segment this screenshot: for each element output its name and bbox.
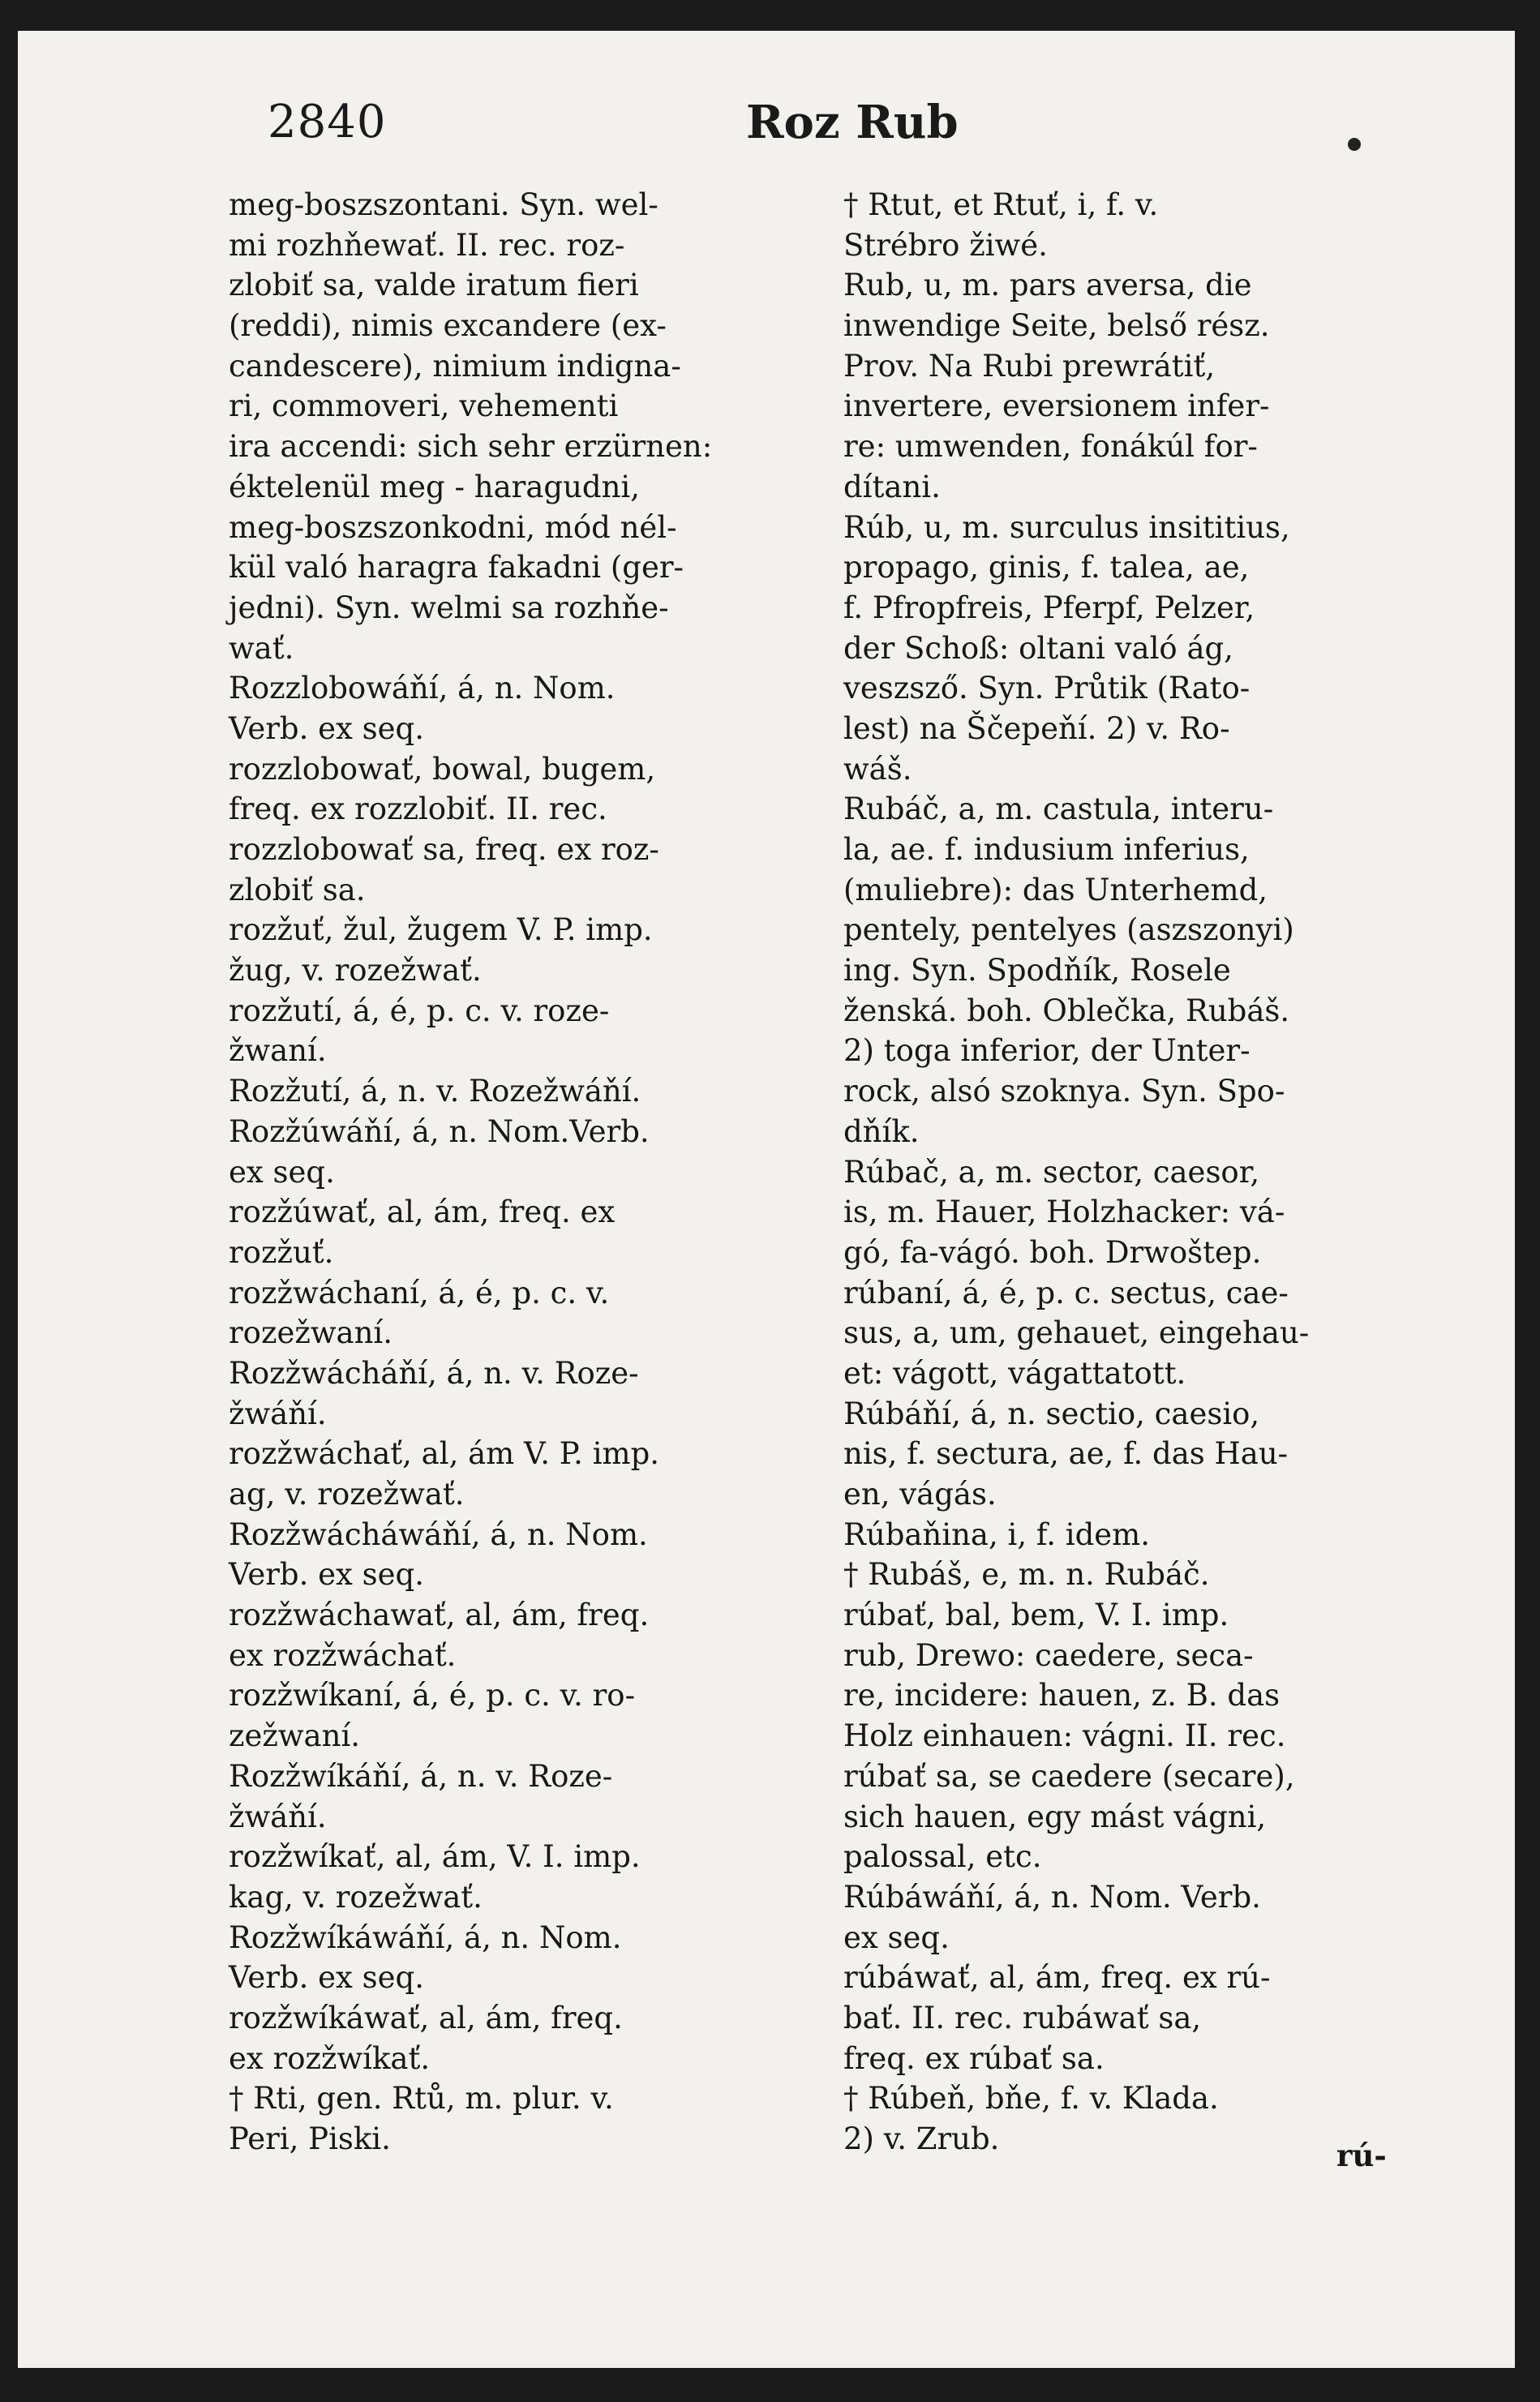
dictionary-line: † Rti, gen. Rtů, m. plur. v.: [229, 2081, 614, 2117]
dictionary-line: Prov. Na Rubi prewrátiť,: [843, 348, 1216, 384]
scan-border-top: [0, 0, 1540, 31]
dictionary-line: candescere), nimium indigna-: [229, 348, 681, 384]
dictionary-line: ex rozžwíkať.: [229, 2040, 431, 2076]
dictionary-line: Rúbáwáňí, á, n. Nom. Verb.: [843, 1879, 1261, 1915]
dictionary-line: rúbať sa, se caedere (secare),: [843, 1758, 1295, 1794]
dictionary-line: ex seq.: [229, 1154, 335, 1190]
dictionary-line: en, vágás.: [843, 1477, 997, 1512]
dictionary-line: Rozžwácháwáňí, á, n. Nom.: [229, 1516, 648, 1552]
dictionary-line: rozžuť.: [229, 1234, 334, 1270]
dictionary-line: la, ae. f. indusium inferius,: [843, 832, 1250, 867]
dictionary-line: Rúbáňí, á, n. sectio, caesio,: [843, 1396, 1260, 1431]
scan-border-left: [0, 0, 18, 2402]
dictionary-line: et: vágott, vágattatott.: [843, 1355, 1186, 1391]
dictionary-line: jedni). Syn. welmi sa rozhňe-: [229, 590, 669, 625]
dictionary-line: bať. II. rec. rubáwať sa,: [843, 2000, 1202, 2035]
dictionary-line: freq. ex rúbať sa.: [843, 2040, 1105, 2076]
dictionary-line: ex seq.: [843, 1919, 950, 1955]
dictionary-line: ira accendi: sich sehr erzürnen:: [229, 429, 713, 465]
dictionary-line: Rozzlobowáňí, á, n. Nom.: [229, 671, 616, 706]
dictionary-line: žug, v. rozežwať.: [229, 953, 482, 989]
dictionary-line: † Rubáš, e, m. n. Rubáč.: [843, 1557, 1210, 1593]
scan-border-bottom: [0, 2368, 1540, 2402]
dictionary-line: žwáňí.: [229, 1799, 327, 1834]
dictionary-line: Holz einhauen: vágni. II. rec.: [843, 1718, 1286, 1754]
dictionary-line: rúbať, bal, bem, V. I. imp.: [843, 1598, 1229, 1633]
dictionary-line: meg-boszszontani. Syn. wel-: [229, 187, 658, 222]
dictionary-line: Rozžwácháňí, á, n. v. Roze-: [229, 1355, 639, 1391]
dictionary-line: veszsző. Syn. Průtik (Rato-: [843, 671, 1250, 706]
dictionary-line: rozžwíkaní, á, é, p. c. v. ro-: [229, 1678, 636, 1714]
dictionary-line: Rúb, u, m. surculus insititius,: [843, 509, 1290, 545]
page-number: 2840: [268, 96, 387, 148]
dictionary-line: nis, f. sectura, ae, f. das Hau-: [843, 1436, 1289, 1472]
dictionary-line: dňík.: [843, 1113, 920, 1149]
dictionary-line: Rozžwíkáwáňí, á, n. Nom.: [229, 1919, 622, 1955]
dictionary-line: kag, v. rozežwať.: [229, 1879, 483, 1915]
dictionary-line: zlobiť sa.: [229, 872, 366, 907]
dictionary-line: propago, ginis, f. talea, ae,: [843, 550, 1250, 585]
dictionary-line: der Schoß: oltani való ág,: [843, 630, 1233, 666]
dictionary-line: žwaní.: [229, 1033, 327, 1069]
dictionary-line: rozžwíkať, al, ám, V. I. imp.: [229, 1839, 641, 1875]
dictionary-line: 2) v. Zrub.: [843, 2121, 1000, 2156]
dictionary-line: freq. ex rozzlobiť. II. rec.: [229, 791, 607, 827]
running-head: Roz Rub: [746, 96, 959, 149]
dictionary-line: kül való haragra fakadni (ger-: [229, 550, 684, 585]
dictionary-line: žwáňí.: [229, 1396, 327, 1431]
dictionary-line: ženská. boh. Oblečka, Rubáš.: [843, 993, 1290, 1028]
dictionary-line: re, incidere: hauen, z. B. das: [843, 1678, 1280, 1714]
dictionary-line: pentely, pentelyes (aszszonyi): [843, 912, 1294, 948]
catchword: rú-: [1336, 2138, 1387, 2173]
dictionary-line: palossal, etc.: [843, 1839, 1042, 1875]
dictionary-line: invertere, eversionem infer-: [843, 388, 1270, 424]
dictionary-line: Rozžutí, á, n. v. Rozežwáňí.: [229, 1074, 641, 1109]
dictionary-line: Rúbač, a, m. sector, caesor,: [843, 1154, 1260, 1190]
dictionary-line: rock, alsó szoknya. Syn. Spo-: [843, 1074, 1285, 1109]
dictionary-line: ri, commoveri, vehementi: [229, 388, 619, 424]
dictionary-line: Rubáč, a, m. castula, interu-: [843, 791, 1274, 827]
dictionary-line: ex rozžwáchať.: [229, 1637, 457, 1673]
dictionary-line: (muliebre): das Unterhemd,: [843, 872, 1268, 907]
dictionary-line: rub, Drewo: caedere, seca-: [843, 1637, 1254, 1673]
dictionary-line: ing. Syn. Spodňík, Rosele: [843, 953, 1231, 989]
dictionary-line: rozžwáchaní, á, é, p. c. v.: [229, 1275, 610, 1310]
dictionary-line: Rozžúwáňí, á, n. Nom.Verb.: [229, 1113, 650, 1149]
dictionary-line: re: umwenden, fonákúl for-: [843, 429, 1258, 465]
dictionary-line: rozžwíkáwať, al, ám, freq.: [229, 2000, 623, 2035]
dictionary-line: rúbaní, á, é, p. c. sectus, cae-: [843, 1275, 1289, 1310]
dictionary-line: f. Pfropfreis, Pferpf, Pelzer,: [843, 590, 1255, 625]
dictionary-line: wať.: [229, 630, 294, 666]
dictionary-line: rozzlobowať sa, freq. ex roz-: [229, 832, 659, 867]
dictionary-line: rozžwáchať, al, ám V. P. imp.: [229, 1436, 660, 1472]
dictionary-line: gó, fa-vágó. boh. Drwoštep.: [843, 1234, 1262, 1270]
dictionary-line: meg-boszszonkodni, mód nél-: [229, 509, 677, 545]
dictionary-line: dítani.: [843, 469, 941, 504]
dictionary-line: zežwaní.: [229, 1718, 361, 1754]
dictionary-line: éktelenül meg - haragudni,: [229, 469, 641, 504]
dictionary-line: rozzlobowať, bowal, bugem,: [229, 751, 656, 787]
dictionary-line: wáš.: [843, 751, 912, 787]
dictionary-line: sich hauen, egy mást vágni,: [843, 1799, 1267, 1834]
dictionary-line: Strébro žiwé.: [843, 227, 1048, 263]
dictionary-line: rozžuť, žul, žugem V. P. imp.: [229, 912, 653, 948]
dictionary-line: mi rozhňewať. II. rec. roz-: [229, 227, 625, 263]
dictionary-line: rozžúwať, al, ám, freq. ex: [229, 1195, 616, 1230]
dictionary-line: 2) toga inferior, der Unter-: [843, 1033, 1250, 1069]
dictionary-line: sus, a, um, gehauet, eingehau-: [843, 1315, 1310, 1351]
right-column: [843, 185, 1431, 2160]
dictionary-line: Peri, Piski.: [229, 2121, 391, 2156]
dictionary-line: † Rúbeň, bňe, f. v. Klada.: [843, 2081, 1219, 2117]
dictionary-line: (reddi), nimis excandere (ex-: [229, 308, 667, 344]
dictionary-line: rúbáwať, al, ám, freq. ex rú-: [843, 1960, 1271, 1996]
scan-border-right: [1515, 0, 1540, 2402]
dictionary-line: rozežwaní.: [229, 1315, 393, 1351]
dictionary-line: Rub, u, m. pars aversa, die: [843, 268, 1252, 303]
dictionary-line: ag, v. rozežwať.: [229, 1477, 465, 1512]
dictionary-line: Rúbaňina, i, f. idem.: [843, 1516, 1151, 1552]
dictionary-line: lest) na Ščepeňí. 2) v. Ro-: [843, 710, 1230, 746]
dictionary-line: Verb. ex seq.: [229, 1960, 424, 1996]
dictionary-line: inwendige Seite, belső rész.: [843, 308, 1270, 344]
ink-dot-mark: [1348, 138, 1361, 151]
dictionary-line: Verb. ex seq.: [229, 1557, 424, 1593]
dictionary-line: † Rtut, et Rtuť, i, f. v.: [843, 187, 1159, 222]
dictionary-line: zlobiť sa, valde iratum fieri: [229, 268, 639, 303]
dictionary-line: Verb. ex seq.: [229, 710, 424, 746]
dictionary-line: rozžutí, á, é, p. c. v. roze-: [229, 993, 610, 1028]
dictionary-line: Rozžwíkáňí, á, n. v. Roze-: [229, 1758, 613, 1794]
dictionary-line: rozžwáchawať, al, ám, freq.: [229, 1598, 650, 1633]
left-column: [229, 185, 829, 2160]
dictionary-line: is, m. Hauer, Holzhacker: vá-: [843, 1195, 1285, 1230]
